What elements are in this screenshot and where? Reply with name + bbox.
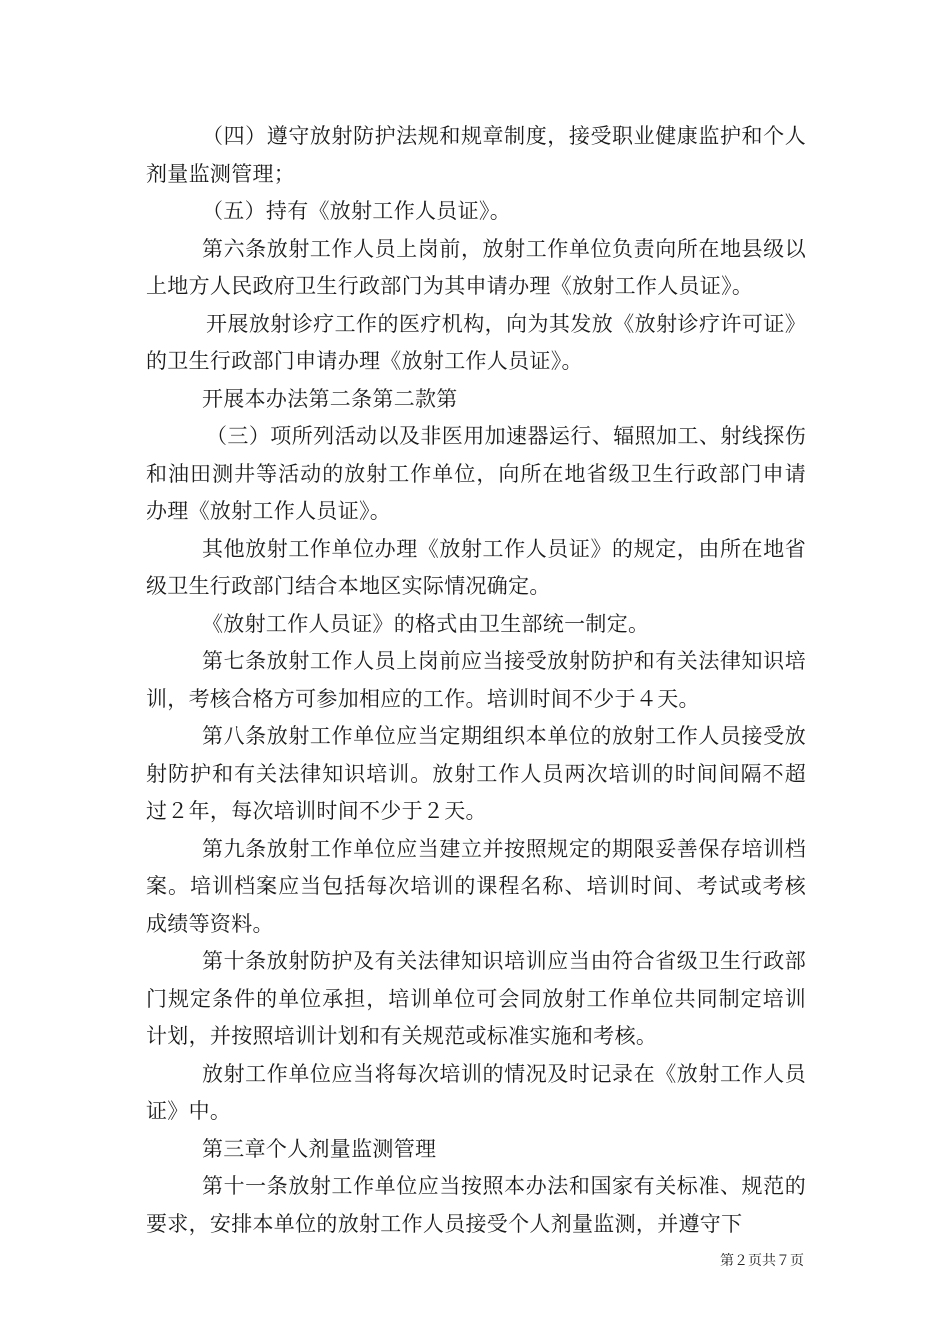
paragraph-4: （四）遵守放射防护法规和规章制度，接受职业健康监护和个人剂量监测管理；: [146, 124, 806, 186]
article-10-record: 放射工作单位应当将每次培训的情况及时记录在《放射工作人员证》中。: [146, 1061, 806, 1123]
article-6-format: 《放射工作人员证》的格式由卫生部统一制定。: [202, 611, 650, 636]
chapter-3-heading: 第三章个人剂量监测管理: [202, 1136, 437, 1161]
article-6-other-units: 其他放射工作单位办理《放射工作人员证》的规定，由所在地省级卫生行政部门结合本地区实际情况确定。: [146, 536, 806, 598]
article-10: 第十条放射防护及有关法律知识培训应当由符合省级卫生行政部门规定条件的单位承担，培训单位可会同放射工作单位共同制定培训计划，并按照培训计划和有关规范或标准实施和考核。: [146, 949, 806, 1048]
article-6: 第六条放射工作人员上岗前，放射工作单位负责向所在地县级以上地方人民政府卫生行政部门为其申请办理《放射工作人员证》。: [146, 236, 806, 298]
page-number: 第２页共７页: [720, 1253, 804, 1269]
article-11: 第十一条放射工作单位应当按照本办法和国家有关标准、规范的要求，安排本单位的放射工作人员接受个人剂量监测，并遵守下: [146, 1174, 806, 1236]
article-6-item-3: （三）项所列活动以及非医用加速器运行、辐照加工、射线探伤和油田测井等活动的放射工作单位，向所在地省级卫生行政部门申请办理《放射工作人员证》。: [146, 424, 806, 523]
paragraph-5: （五）持有《放射工作人员证》。: [202, 199, 511, 223]
article-9: 第九条放射工作单位应当建立并按照规定的期限妥善保存培训档案。培训档案应当包括每次培训的课程名称、培训时间、考试或考核成绩等资料。: [146, 836, 806, 936]
article-6-other-start: 开展本办法第二条第二款第: [202, 386, 458, 411]
article-7: 第七条放射工作人员上岗前应当接受放射防护和有关法律知识培训，考核合格方可参加相应的工作。培训时间不少于４天。: [146, 649, 806, 711]
article-6-medical: 开展放射诊疗工作的医疗机构，向为其发放《放射诊疗许可证》的卫生行政部门申请办理《放射工作人员证》。: [146, 311, 806, 373]
article-8: 第八条放射工作单位应当定期组织本单位的放射工作人员接受放射防护和有关法律知识培训。放射工作人员两次培训的时间间隔不超过２年，每次培训时间不少于２天。: [146, 724, 806, 823]
document-body: [146, 118, 806, 1243]
